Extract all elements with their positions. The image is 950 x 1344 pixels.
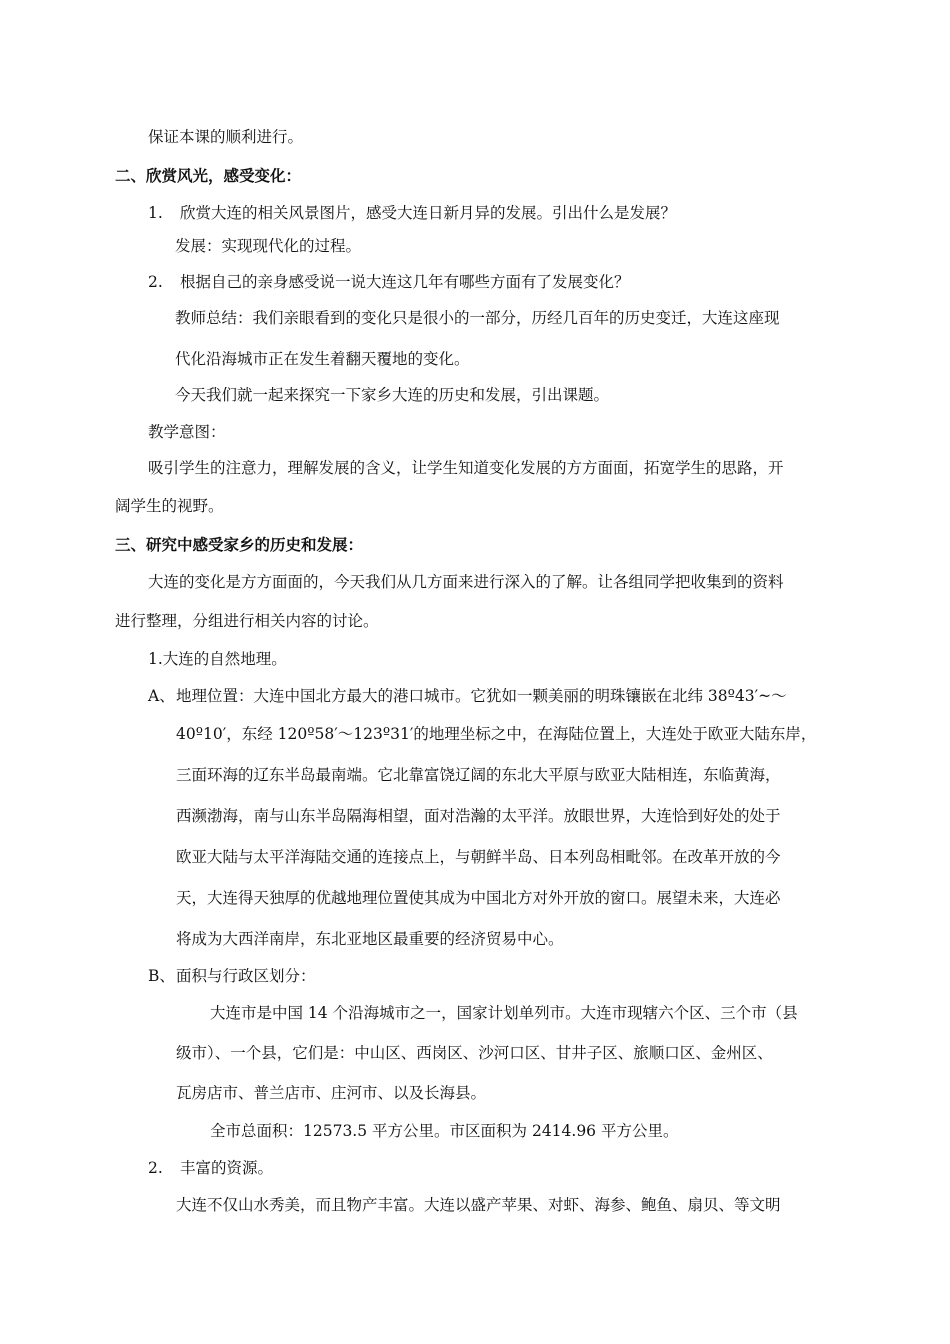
item-label-b: B、 <box>148 967 175 985</box>
list-item-text: 丰富的资源。 <box>180 1159 274 1177</box>
paragraph-line: 代化沿海城市正在发生着翻天覆地的变化。 <box>175 350 470 368</box>
paragraph-line: 40º10′，东经 120º58′～123º31′的地理坐标之中，在海陆位置上，大连处于欧亚大陆东岸， <box>176 725 817 743</box>
paragraph-line: 阔学生的视野。 <box>115 497 224 515</box>
paragraph-line: 1.大连的自然地理。 <box>148 650 287 668</box>
paragraph-line: 发展：实现现代化的过程。 <box>175 237 362 255</box>
paragraph-line: 地理位置：大连中国北方最大的港口城市。它犹如一颗美丽的明珠镶嵌在北纬 38º43′~～ <box>176 687 787 705</box>
paragraph-line: 大连的变化是方方面面的，今天我们从几方面来进行深入的了解。让各组同学把收集到的资料 <box>148 573 784 591</box>
paragraph-line: 今天我们就一起来探究一下家乡大连的历史和发展，引出课题。 <box>175 386 610 404</box>
paragraph-line: 西濒渤海，南与山东半岛隔海相望，面对浩瀚的太平洋。放眼世界，大连恰到好处的处于 <box>176 807 781 825</box>
paragraph-line: 保证本课的顺利进行。 <box>148 128 304 146</box>
paragraph-line: 大连市是中国 14 个沿海城市之一，国家计划单列市。大连市现辖六个区、三个市（县 <box>210 1004 798 1022</box>
list-number: 2. <box>148 1159 163 1177</box>
list-number: 2. <box>148 273 163 291</box>
section-heading-2: 二、欣赏风光，感受变化： <box>115 166 302 185</box>
paragraph-line: 瓦房店市、普兰店市、庄河市、以及长海县。 <box>176 1084 487 1102</box>
paragraph-line: 天，大连得天独厚的优越地理位置使其成为中国北方对外开放的窗口。展望未来，大连必 <box>176 889 781 907</box>
paragraph-line: 进行整理，分组进行相关内容的讨论。 <box>115 612 379 630</box>
paragraph-line: 面积与行政区划分： <box>176 967 316 985</box>
paragraph-line: 教学意图： <box>148 423 226 441</box>
list-item-text: 根据自己的亲身感受说一说大连这几年有哪些方面有了发展变化？ <box>180 273 630 291</box>
paragraph-line: 欧亚大陆与太平洋海陆交通的连接点上，与朝鲜半岛、日本列岛相毗邻。在改革开放的今 <box>176 848 781 866</box>
paragraph-line: 级市）、一个县，它们是：中山区、西岗区、沙河口区、甘井子区、旅顺口区、金州区、 <box>176 1044 773 1062</box>
paragraph-line: 将成为大西洋南岸，东北亚地区最重要的经济贸易中心。 <box>176 930 564 948</box>
paragraph-line: 吸引学生的注意力，理解发展的含义，让学生知道变化发展的方方面面，拓宽学生的思路，开 <box>148 459 784 477</box>
list-item-text: 欣赏大连的相关风景图片，感受大连日新月异的发展。引出什么是发展？ <box>180 204 677 222</box>
paragraph-line: 大连不仅山水秀美，而且物产丰富。大连以盛产苹果、对虾、海参、鲍鱼、扇贝、等文明 <box>176 1196 781 1214</box>
item-label-a: A、 <box>148 687 175 705</box>
paragraph-line: 三面环海的辽东半岛最南端。它北靠富饶辽阔的东北大平原与欧亚大陆相连，东临黄海， <box>176 766 781 784</box>
paragraph-line: 教师总结：我们亲眼看到的变化只是很小的一部分，历经几百年的历史变迁，大连这座现 <box>175 309 780 327</box>
list-number: 1. <box>148 204 163 222</box>
paragraph-line: 全市总面积：12573.5 平方公里。市区面积为 2414.96 平方公里。 <box>210 1122 679 1140</box>
section-heading-3: 三、研究中感受家乡的历史和发展： <box>115 535 364 554</box>
